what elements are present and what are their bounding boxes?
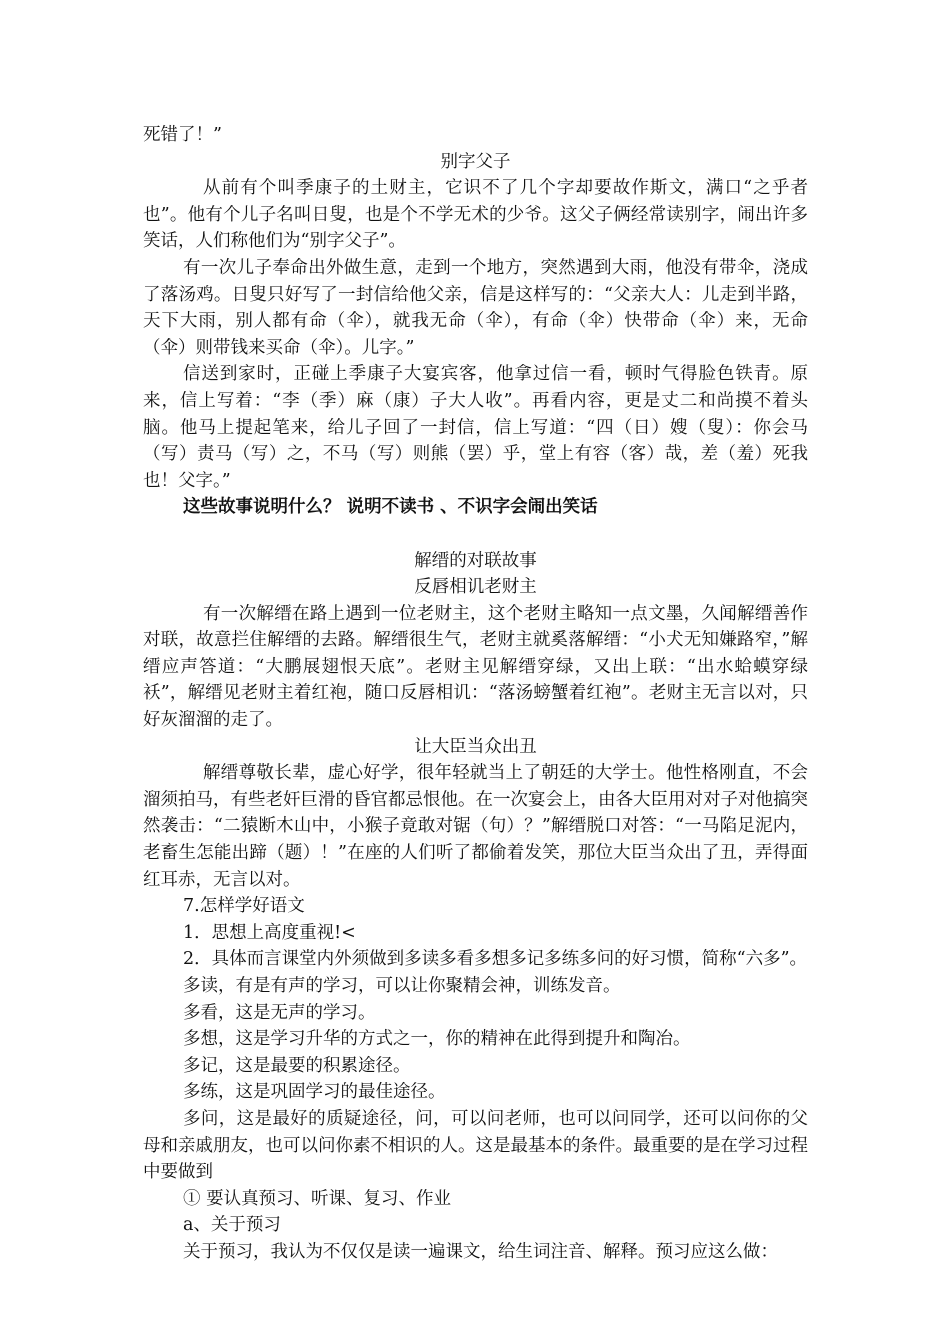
story-title-biezi-fuzi: 别字父子	[440, 151, 511, 172]
list-item: 2．具体而言课堂内外须做到多读多看多想多记多练多问的好习惯，简称“六多”。	[183, 949, 808, 970]
paragraph: 多练，这是巩固学习的最佳途径。	[183, 1082, 446, 1103]
section-heading-7: 7.怎样学好语文	[183, 896, 305, 917]
blank-line	[143, 521, 808, 548]
section-title-xie-jin: 解缙的对联故事	[414, 550, 537, 571]
paragraph: 多记，这是最要的积累途径。	[183, 1055, 411, 1076]
paragraph: 多读，有是有声的学习，可以让你聚精会神，训练发音。	[183, 976, 621, 996]
paragraph: 信送到家时，正碰上季康子大宴宾客，他拿过信一看，顿时气得脸色铁青。原来，信上写着：“李（季）麻（康）子大人收”。再看内容，更是丈二和尚摸不着头脑。他马上提起笔来，给儿子回了一封信，信上写道：“四（日）嫂（叟）：你会马（写）责马（写）之，不马（写）则熊（罢）乎，堂上有容（客）哉，差（羞）死我也！父字。”	[143, 364, 808, 491]
question-answer-line: 这些故事说明什么？ 说明不读书 、不识字会闹出笑话	[183, 497, 598, 518]
list-item: ① 要认真预习、听课、复习、作业	[183, 1188, 452, 1209]
paragraph: 有一次儿子奉命出外做生意，走到一个地方，突然遇到大雨，他没有带伞，浇成了落汤鸡。日叟只好写了一封信给他父亲，信是这样写的：“父亲大人：儿走到半路，天下大雨，别人都有命（伞），就我无命（伞），有命（伞）快带命（伞）来，无命（伞）则带钱来买命（伞）。儿字。”	[143, 257, 808, 358]
paragraph: 解缙尊敬长辈，虚心好学，很年轻就当上了朝廷的大学士。他性格刚直，不会溜须拍马，有些老奸巨滑的昏官都忌恨他。在一次宴会上，由各大臣用对对子对他搞突然袭击：“二猿断木山中，小猴子竟敢对锯（句）？”解缙脱口对答：“一马陷足泥内，老畜生怎能出蹄（题）！”在座的人们听了都偷着发笑，那位大臣当众出了丑，弄得面红耳赤，无言以对。	[143, 763, 808, 890]
story-title-fanchun: 反唇相讥老财主	[414, 577, 537, 598]
paragraph: 多看，这是无声的学习。	[183, 1002, 376, 1023]
paragraph: 有一次解缙在路上遇到一位老财主，这个老财主略知一点文墨，久闻解缙善作对联，故意拦住解缙的去路。解缙很生气，老财主就奚落解缙：“小犬无知嫌路窄，”解缙应声答道：“大鹏展翅恨天底”。老财主见解缙穿绿，又出上联：“出水蛤蟆穿绿袄”，解缙见老财主着红袍，随口反唇相讥：“落汤螃蟹着红袍”。老财主无言以对，只好灰溜溜的走了。	[143, 603, 808, 731]
subheading: a、关于预习	[183, 1215, 281, 1236]
document-body	[143, 122, 808, 1266]
list-item: 1．思想上高度重视!<	[183, 922, 356, 943]
paragraph: 多想，这是学习升华的方式之一，你的精神在此得到提升和陶冶。	[183, 1029, 691, 1050]
paragraph: 从前有个叫季康子的土财主，它识不了几个字却要故作斯文，满口“之乎者也”。他有个儿子名叫日叟，也是个不学无术的少爷。这父子俩经常读别字，闹出许多笑话，人们称他们为“别字父子”。	[143, 178, 808, 252]
story-title-dachen: 让大臣当众出丑	[414, 736, 537, 757]
paragraph: 关于预习，我认为不仅仅是读一遍课文，给生词注音、解释。预习应这么做：	[183, 1241, 778, 1262]
paragraph-closing-line: 死错了！”	[143, 125, 222, 145]
paragraph: 多问，这是最好的质疑途径，问，可以问老师，也可以问同学，还可以问你的父母和亲戚朋友，也可以问你素不相识的人。这是最基本的条件。最重要的是在学习过程中要做到	[143, 1108, 808, 1183]
